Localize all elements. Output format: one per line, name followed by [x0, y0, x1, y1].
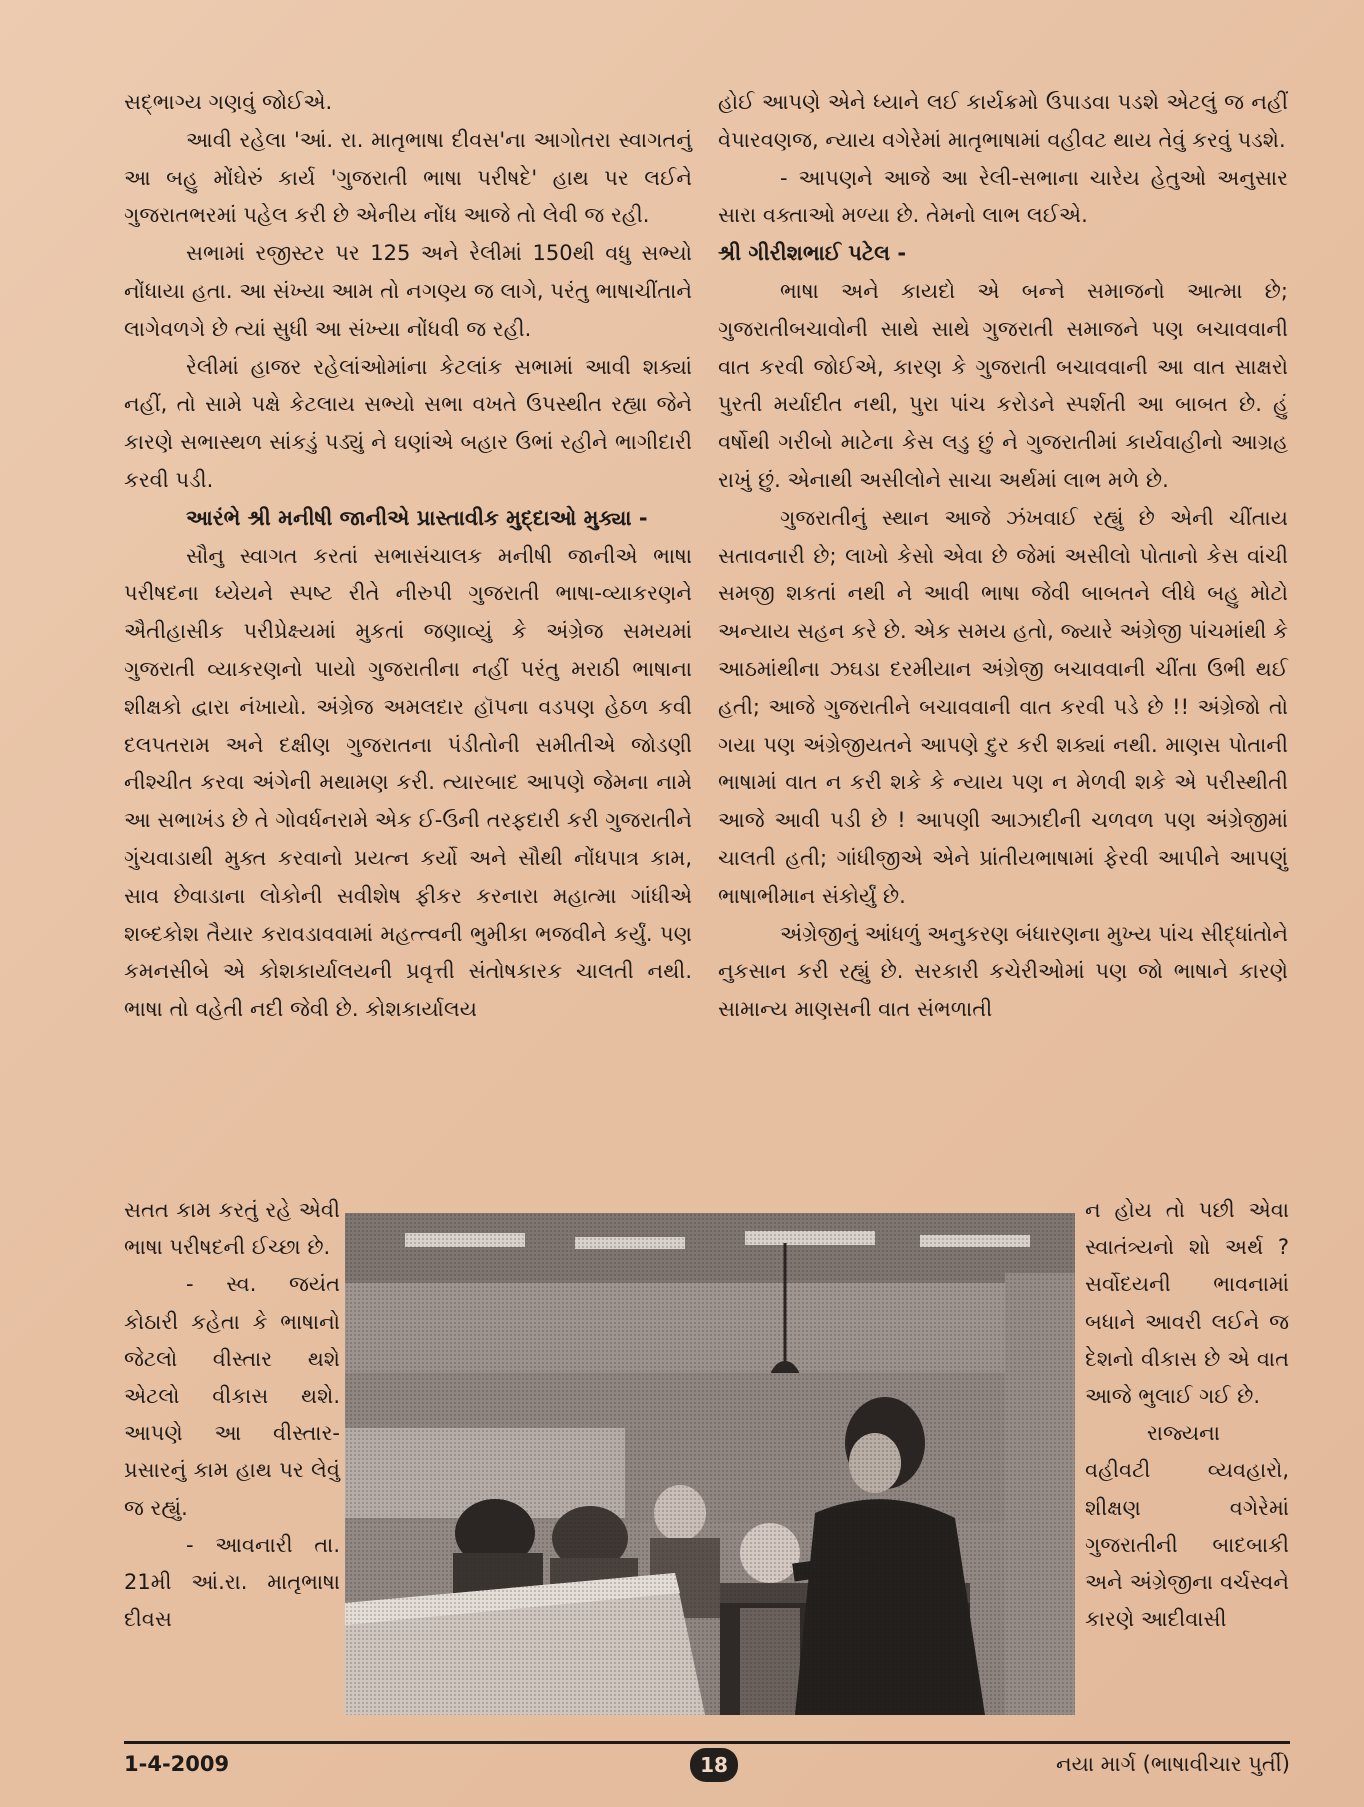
left-column	[124, 84, 692, 1029]
page-number-badge: 18	[690, 1748, 738, 1782]
paragraph: - આવનારી તા. 21મી આં.રા. માતૃભાષા દીવસ	[124, 1532, 340, 1632]
paragraph: ન હોય તો પછી એવા સ્વાતંત્ર્યનો શો અર્થ ? સર્વોદયની ભાવનામાં બધાને આવરી લઈને જ દેશનો વીકાસ છે એ વાત આજે ભુલાઈ ગઈ છે.	[1085, 1198, 1289, 1409]
paragraph: હોઈ આપણે એને ધ્યાને લઈ કાર્યક્રમો ઉપાડવા પડશે એટલું જ નહીં વેપારવણજ, ન્યાય વગેરેમાં માતૃભાષામાં વહીવટ થાય તેવું કરવું પડશે.	[718, 90, 1288, 152]
section-heading: આરંભે શ્રી મનીષી જાનીએ પ્રાસ્તાવીક મુદ્દાઓ મુક્યા -	[186, 505, 648, 530]
event-photo	[345, 1213, 1075, 1715]
paragraph: સદ્‌ભાગ્ય ગણવું જોઈએ.	[124, 90, 333, 114]
paragraph: ગુજરાતીનું સ્થાન આજે ઝંખવાઈ રહ્યું છે એની ચીંતાય સતાવનારી છે; લાખો કેસો એવા છે જેમાં અસીલો પોતાનો કેસ વાંચી સમજી શકતાં નથી ને આવી ભાષા જેવી બાબતને લીધે બહુ મોટો અન્યાય સહન કરે છે. એક સમય હતો, જ્યારે અંગ્રેજી પાંચમાંથી કે આઠમાંથીના ઝઘડા દરમીયાન અંગ્રેજી બચાવવાની ચીંતા ઉભી થઈ હતી; આજે ગુજરાતીને બચાવવાની વાત કરવી પડે છે !! અંગ્રેજો તો ગયા પણ અંગ્રેજીયતને આપણે દુર કરી શક્યાં નથી. માણસ પોતાની ભાષામાં વાત ન કરી શકે કે ન્યાય પણ ન મેળવી શકે એ પરીસ્થીતી આજે આવી પડી છે ! આપણી આઝાદીની ચળવળ પણ અંગ્રેજીમાં ચાલતી હતી; ગાંધીજીએ એને પ્રાંતીયભાષામાં ફેરવી આપીને આપણું ભાષાભીમાન સંકોર્યું છે.	[718, 505, 1288, 908]
issue-date: 1-4-2009	[124, 1752, 230, 1776]
paragraph: સતત કામ કરતું રહે એવી ભાષા પરીષદની ઈચ્છા છે.	[124, 1198, 340, 1260]
left-wrap-text	[124, 1192, 340, 1638]
paragraph: - આપણને આજે આ રેલી-સભાના ચારેય હેતુઓ અનુસાર સારા વક્તાઓ મળ્યા છે. તેમનો લાભ લઈએ.	[718, 165, 1288, 228]
paragraph: સૌનુ સ્વાગત કરતાં સભાસંચાલક મનીષી જાનીએ ભાષા પરીષદના ધ્યેયને સ્પષ્ટ રીતે નીરુપી ગુજરાતી ભાષા-વ્યાકરણને ઐતીહાસીક પરીપ્રેક્ષ્યમાં મુકતાં જણાવ્યું કે અંગ્રેજ સમયમાં ગુજરાતી વ્યાકરણનો પાયો ગુજરાતીના નહીં પરંતુ મરાઠી ભાષાના શીક્ષકો દ્વારા નંખાયો. અંગ્રેજ અમલદાર હૉપના વડપણ હેઠળ કવી દલપતરામ અને દક્ષીણ ગુજરાતના પંડીતોની સમીતીએ જોડણી નીશ્ચીત કરવા અંગેની મથામણ કરી. ત્યારબાદ આપણે જેમના નામે આ સભાખંડ છે તે ગોવર્ધનરામે એક ઈ-ઉની તરફદારી કરી ગુજરાતીને ગુંચવાડાથી મુક્ત કરવાનો પ્રયત્ન કર્યો અને સૌથી નોંધપાત્ર કામ, સાવ છેવાડાના લોકોની સવીશેષ ફીકર કરનારા મહાત્મા ગાંધીએ શબ્દકોશ તૈયાર કરાવડાવવામાં મહત્ત્વની ભુમીકા ભજવીને કર્યું. પણ કમનસીબે એ કોશકાર્યાલયની પ્રવૃત્તી સંતોષકારક ચાલતી નથી. ભાષા તો વહેતી નદી જેવી છે. કોશકાર્યાલય	[124, 543, 692, 1022]
publication-name: નયા માર્ગ (ભાષાવીચાર પુર્તી)	[1056, 1752, 1290, 1776]
right-wrap-text	[1085, 1192, 1289, 1638]
paragraph: રાજ્યના વહીવટી વ્યવહારો, શીક્ષણ વગેરેમાં ગુજરાતીની બાદબાકી અને અંગ્રેજીના વર્ચસ્વને કારણે આદીવાસી	[1085, 1421, 1289, 1632]
paragraph: રેલીમાં હાજર રહેલાંઓમાંના કેટલાંક સભામાં આવી શક્યાં નહીં, તો સામે પક્ષે કેટલાય સભ્યો સભા વખતે ઉપસ્થીત રહ્યા જેને કારણે સભાસ્થળ સાંકડું પડ્યું ને ઘણાંએ બહાર ઉભાં રહીને ભાગીદારી કરવી પડી.	[124, 354, 692, 492]
footer-divider	[124, 1741, 1290, 1744]
paragraph: સભામાં રજીસ્ટર પર 125 અને રેલીમાં 150થી વધુ સભ્યો નોંધાયા હતા. આ સંખ્યા આમ તો નગણ્ય જ લાગે, પરંતુ ભાષાચીંતાને લાગેવળગે છે ત્યાં સુધી આ સંખ્યા નોંધવી જ રહી.	[124, 241, 692, 341]
paragraph: - સ્વ. જયંત કોઠારી કહેતા કે ભાષાનો જેટલો વીસ્તાર થશે એટલો વીકાસ થશે. આપણે આ વીસ્તાર-પ્રસારનું કામ હાથ પર લેવું જ રહ્યું.	[124, 1272, 340, 1520]
paragraph: ભાષા અને કાયદો એ બન્ને સમાજનો આત્મા છે; ગુજરાતીબચાવોની સાથે સાથે ગુજરાતી સમાજને પણ બચાવવાની વાત કરવી જોઈએ, કારણ કે ગુજરાતી બચાવવાની આ વાત સાક્ષરો પુરતી મર્યાદીત નથી, પુરા પાંચ કરોડને સ્પર્શતી આ બાબત છે. હું વર્ષોથી ગરીબો માટેના કેસ લડુ છું ને ગુજરાતીમાં કાર્યવાહીનો આગ્રહ રાખું છું. એનાથી અસીલોને સાચા અર્થમાં લાભ મળે છે.	[718, 278, 1288, 492]
right-column	[718, 84, 1288, 1029]
meeting-hall-photo-icon	[345, 1213, 1075, 1715]
paragraph: અંગ્રેજીનું આંધળું અનુકરણ બંધારણના મુખ્ય પાંચ સીદ્ધાંતોને નુકસાન કરી રહ્યું છે. સરકારી કચેરીઓમાં પણ જો ભાષાને કારણે સામાન્ય માણસની વાત સંભળાતી	[718, 921, 1288, 1022]
speaker-heading: શ્રી ગીરીશભાઈ પટેલ -	[718, 241, 907, 266]
paragraph: આવી રહેલા 'આં. રા. માતૃભાષા દીવસ'ના આગોતરા સ્વાગતનું આ બહુ મોંઘેરું કાર્ય 'ગુજરાતી ભાષા પરીષદે' હાથ પર લઈને ગુજરાતભરમાં પહેલ કરી છે એનીય નોંધ આજે તો લેવી જ રહી.	[124, 127, 692, 228]
